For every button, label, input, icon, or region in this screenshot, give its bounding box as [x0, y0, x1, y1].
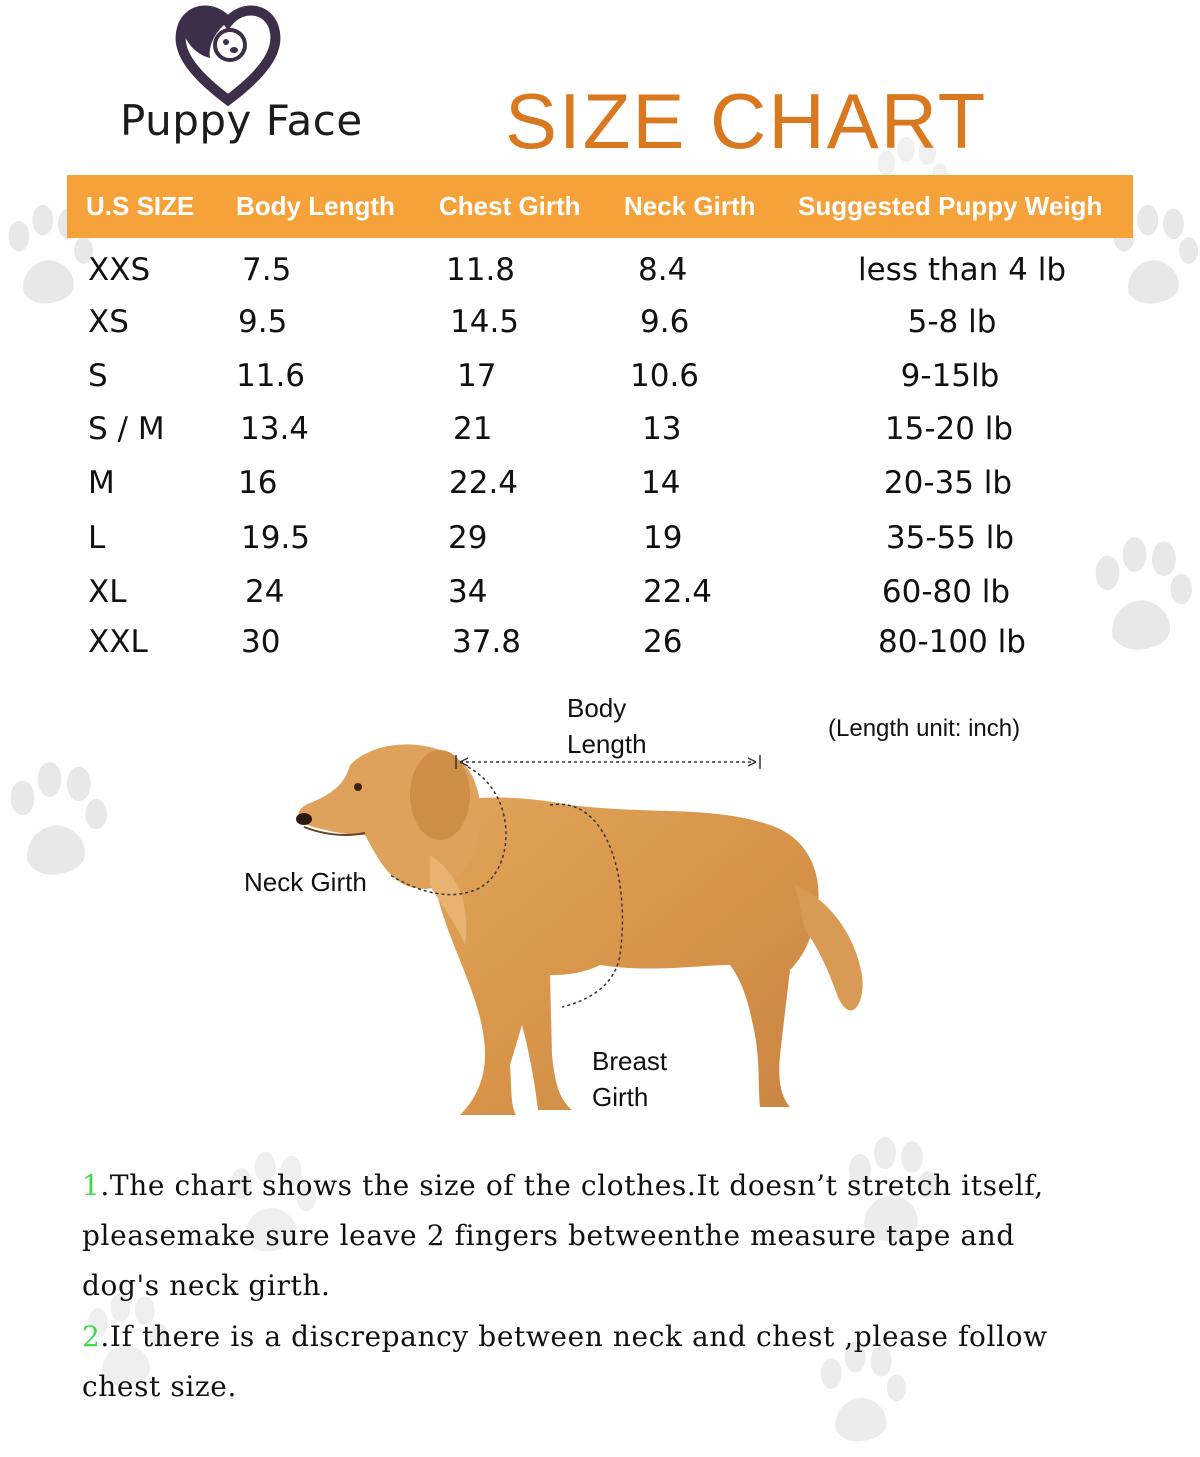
size-cell: S / M — [88, 411, 165, 447]
size-cell: S — [88, 358, 108, 394]
breast-girth-label — [592, 1043, 667, 1115]
note-2-line-2: chest size. — [82, 1370, 237, 1403]
size-cell: XXL — [88, 624, 148, 660]
neck-girth-cell: 26 — [643, 624, 683, 660]
chest-girth-cell: 37.8 — [452, 624, 522, 660]
dog-illustration — [290, 735, 880, 1125]
neck-girth-cell: 14 — [641, 465, 681, 501]
chest-girth-cell: 17 — [457, 358, 497, 394]
weight-cell: less than 4 lb — [857, 252, 1066, 288]
chest-girth-cell: 21 — [453, 411, 493, 447]
breast-girth-label-line1: Breast — [592, 1046, 668, 1076]
neck-girth-cell: 22.4 — [643, 574, 713, 610]
chest-girth-cell: 14.5 — [450, 304, 520, 340]
table-row — [0, 252, 1200, 302]
body-length-cell: 9.5 — [238, 304, 288, 340]
size-cell: XS — [88, 304, 129, 340]
chest-girth-cell: 11.8 — [446, 252, 516, 288]
breast-girth-label-line2: Girth — [592, 1082, 649, 1112]
table-row — [0, 574, 1200, 624]
note-2-number: 2 — [82, 1320, 101, 1353]
body-length-cell: 16 — [238, 465, 278, 501]
dog-body — [296, 744, 863, 1115]
header-us-size: U.S SIZE — [86, 191, 195, 221]
unit-note: (Length unit: inch) — [828, 715, 1021, 742]
weight-cell: 15-20 lb — [884, 411, 1014, 447]
note-1-number: 1 — [82, 1169, 101, 1202]
table-row — [0, 520, 1200, 570]
table-row — [0, 304, 1200, 354]
paw-print-icon — [0, 760, 110, 890]
table-row — [0, 465, 1200, 515]
neck-girth-cell: 19 — [643, 520, 683, 556]
table-row — [0, 411, 1200, 461]
note-2-line-1 — [82, 1312, 1048, 1362]
chest-girth-cell: 22.4 — [449, 465, 519, 501]
header-chest-girth: Chest Girth — [439, 191, 581, 221]
body-length-label-line1: Body — [567, 693, 627, 723]
size-cell: M — [88, 465, 115, 501]
weight-cell: 5-8 lb — [907, 304, 997, 340]
body-length-cell: 19.5 — [241, 520, 311, 556]
body-length-label — [567, 690, 647, 762]
note-1-text: .The chart shows the size of the clothes.It doesn’t stretch itself, — [100, 1169, 1044, 1202]
chest-girth-cell: 29 — [448, 520, 488, 556]
body-length-cell: 13.4 — [240, 411, 310, 447]
puppy-face-logo — [168, 0, 288, 110]
weight-cell: 60-80 lb — [881, 574, 1011, 610]
table-header — [67, 175, 1133, 238]
size-cell: XL — [88, 574, 127, 610]
table-row — [0, 358, 1200, 408]
header-body-length: Body Length — [236, 191, 395, 221]
body-length-cell: 11.6 — [236, 358, 306, 394]
table-row — [0, 624, 1200, 674]
weight-cell: 9-15lb — [900, 358, 1000, 394]
weight-cell: 20-35 lb — [883, 465, 1013, 501]
header-suggested-weight: Suggested Puppy Weigh — [798, 191, 1103, 221]
body-length-cell: 30 — [241, 624, 281, 660]
note-2-text: .If there is a discrepancy between neck and chest ,please follow — [100, 1320, 1048, 1353]
neck-girth-cell: 10.6 — [630, 358, 700, 394]
note-1-line-1 — [82, 1161, 1044, 1211]
body-length-cell: 7.5 — [242, 252, 292, 288]
neck-girth-label: Neck Girth — [244, 867, 367, 897]
neck-girth-cell: 8.4 — [638, 252, 688, 288]
brand-name: Puppy Face — [120, 96, 363, 145]
body-length-cell: 24 — [245, 574, 285, 610]
weight-cell: 80-100 lb — [878, 624, 1026, 660]
note-1-line-2: pleasemake sure leave 2 fingers betweenthe measure tape and — [82, 1219, 1015, 1252]
neck-girth-cell: 9.6 — [640, 304, 690, 340]
page-title: SIZE CHART — [505, 77, 988, 165]
neck-girth-cell: 13 — [642, 411, 682, 447]
body-length-label-line2: Length — [567, 729, 647, 759]
size-cell: L — [88, 520, 106, 556]
header-neck-girth: Neck Girth — [624, 191, 756, 221]
chest-girth-cell: 34 — [448, 574, 488, 610]
weight-cell: 35-55 lb — [885, 520, 1015, 556]
note-1-line-3: dog's neck girth. — [82, 1269, 331, 1302]
size-cell: XXS — [88, 252, 151, 288]
